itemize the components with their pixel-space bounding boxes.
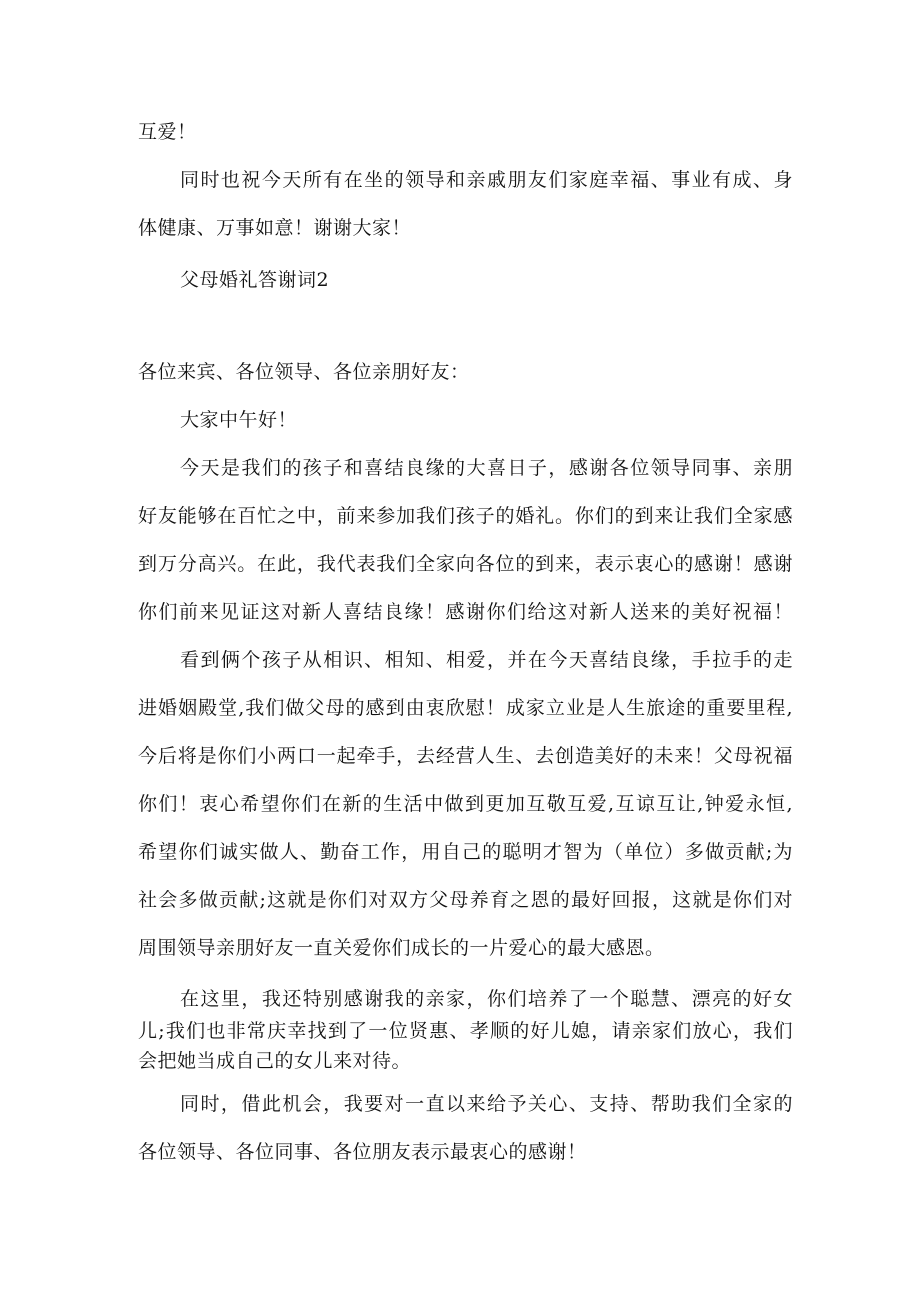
- text-line: 同时，借此机会，我要对一直以来给予关心、支持、帮助我们全家的: [180, 1093, 793, 1115]
- text-line: 儿;我们也非常庆幸找到了一位贤惠、孝顺的好儿媳，请亲家们放心，我们: [138, 1020, 793, 1042]
- text-line: 今天是我们的孩子和喜结良缘的大喜日子，感谢各位领导同事、亲朋: [180, 457, 793, 479]
- text-line: 看到俩个孩子从相识、相知、相爱，并在今天喜结良缘，手拉手的走: [180, 649, 793, 671]
- text-line: 同时也祝今天所有在坐的领导和亲戚朋友们家庭幸福、事业有成、身: [180, 169, 793, 191]
- text-line: 进婚姻殿堂,我们做父母的感到由衷欣慰！成家立业是人生旅途的重要里程,: [138, 697, 793, 719]
- text-line: 在这里，我还特别感谢我的亲家，你们培养了一个聪慧、漂亮的好女: [180, 988, 793, 1010]
- section-heading: 父母婚礼答谢词2: [180, 269, 330, 291]
- text-line: 到万分高兴。在此，我代表我们全家向各位的到来，表示衷心的感谢！感谢: [138, 553, 793, 575]
- text-line: 你们！衷心希望你们在新的生活中做到更加互敬互爱,互谅互让,钟爱永恒,: [138, 793, 793, 815]
- text-line: 好友能够在百忙之中，前来参加我们孩子的婚礼。你们的到来让我们全家感: [138, 505, 793, 527]
- text-line: 各位领导、各位同事、各位朋友表示最衷心的感谢！: [138, 1141, 587, 1163]
- salutation: 各位来宾、各位领导、各位亲朋好友：: [138, 361, 470, 383]
- text-line: 会把她当成自己的女儿来对待。: [138, 1050, 412, 1072]
- text-line: 希望你们诚实做人、勤奋工作，用自己的聪明才智为（单位）多做贡献;为: [138, 841, 793, 863]
- text-line: 互爱！: [138, 121, 197, 143]
- text-line: 今后将是你们小两口一起牵手，去经营人生、去创造美好的未来！父母祝福: [138, 745, 793, 767]
- text-line: 体健康、万事如意！谢谢大家！: [138, 217, 412, 239]
- text-line: 你们前来见证这对新人喜结良缘！感谢你们给这对新人送来的美好祝福！: [138, 601, 793, 623]
- text-line: 社会多做贡献;这就是你们对双方父母养育之恩的最好回报，这就是你们对: [138, 889, 793, 911]
- greeting: 大家中午好！: [180, 409, 298, 431]
- text-line: 周围领导亲朋好友一直关爱你们成长的一片爱心的最大感恩。: [138, 937, 665, 959]
